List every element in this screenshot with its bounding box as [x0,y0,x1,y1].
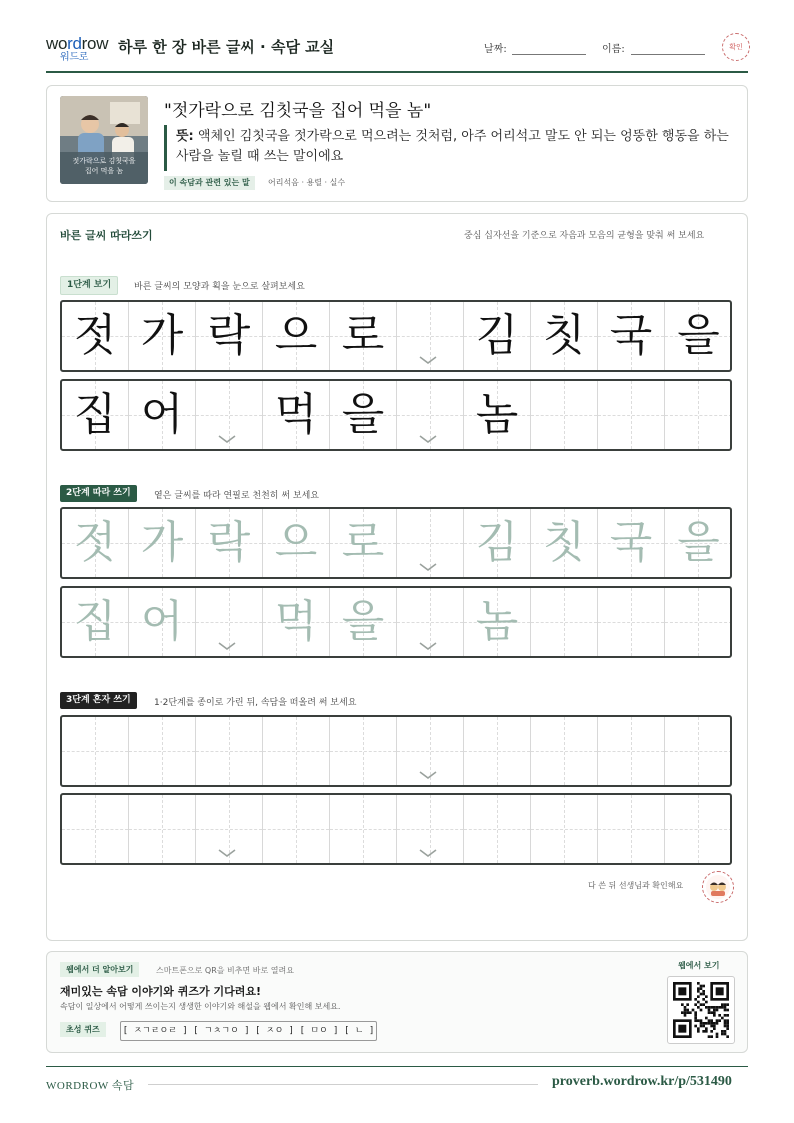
proverb-meaning [176,127,736,167]
writing-cell [62,381,129,449]
writing-cell[interactable] [531,509,598,577]
header-divider [46,71,748,73]
horizontal-guide [263,829,329,830]
writing-cell[interactable] [598,795,665,863]
writing-cell[interactable] [397,795,464,863]
writing-cell[interactable] [62,588,129,656]
teacher-stamp-icon [702,871,734,903]
writing-cell[interactable] [196,795,263,863]
hangul-character: 집 [73,389,117,440]
horizontal-guide [62,751,128,752]
horizontal-guide [196,622,262,623]
hangul-character: 김 [475,517,519,568]
web-more-badge: 웹에서 더 알아보기 [60,962,139,977]
stage2-row-2[interactable] [60,586,732,658]
writing-cell[interactable] [129,717,196,785]
writing-cell[interactable] [397,588,464,656]
writing-cell [397,381,464,449]
writing-cell [263,381,330,449]
writing-cell [62,302,129,370]
hangul-character: 로 [341,310,385,361]
qr-code[interactable] [667,976,735,1044]
quiz-label: 초성 퀴즈 [60,1022,106,1037]
web-headline: 재미있는 속담 이야기와 퀴즈가 기다려요! [60,985,261,998]
horizontal-guide [196,829,262,830]
hangul-character: 로 [341,517,385,568]
writing-cell[interactable] [397,717,464,785]
horizontal-guide [397,829,463,830]
writing-cell[interactable] [531,717,598,785]
horizontal-guide [665,829,732,830]
logo-text-part: wo [46,34,68,53]
writing-cell [263,302,330,370]
horizontal-guide [464,751,530,752]
writing-cell[interactable] [598,717,665,785]
space-mark-icon [419,435,437,443]
stage2-description: 옅은 글씨를 따라 연필로 천천히 써 보세요 [154,491,319,501]
writing-cell[interactable] [464,717,531,785]
horizontal-guide [464,829,530,830]
writing-cell[interactable] [665,795,732,863]
illustration-caption-1: 젓가락으로 김칫국을 [72,157,136,165]
writing-cell[interactable] [196,588,263,656]
teacher-seal-stamp [722,33,750,61]
stage3-row-1[interactable] [60,715,732,787]
writing-cell [464,302,531,370]
writing-cell[interactable] [263,588,330,656]
hangul-character: 칫 [542,517,586,568]
practice-title: 바른 글씨 따라쓰기 [60,229,153,242]
footer-brand: WORDROW 속담 [46,1080,135,1092]
hangul-character: 김 [475,310,519,361]
horizontal-guide [598,622,664,623]
writing-cell[interactable] [196,509,263,577]
worksheet-title: 하루 한 장 바른 글씨 · 속담 교실 [118,38,335,56]
horizontal-guide [129,751,195,752]
writing-cell[interactable] [62,509,129,577]
horizontal-guide [196,415,262,416]
logo-subtext: 워드로 [60,52,89,63]
footer-divider [46,1066,748,1067]
hangul-character: 어 [140,596,184,647]
writing-cell [598,302,665,370]
horizontal-guide [397,543,463,544]
hangul-character: 칫 [542,310,586,361]
writing-cell[interactable] [531,795,598,863]
writing-cell [531,381,598,449]
horizontal-guide [598,415,664,416]
writing-cell[interactable] [464,588,531,656]
writing-cell[interactable] [330,717,397,785]
hangul-character: 젓 [73,517,117,568]
related-words: 어리석음 · 용렬 · 실수 [268,178,346,187]
horizontal-guide [330,751,396,752]
stage2-row-1[interactable] [60,507,732,579]
horizontal-guide [330,829,396,830]
logo-text-part: row [81,34,109,53]
writing-cell [665,302,732,370]
writing-cell [464,381,531,449]
writing-cell [196,381,263,449]
meaning-label: 뜻: [176,129,194,144]
horizontal-guide [397,622,463,623]
logo-text-highlight: rd [67,34,82,53]
horizontal-guide [531,751,597,752]
stage2-badge: 2단계 따라 쓰기 [60,485,137,502]
stage1-badge: 1단계 보기 [60,276,118,295]
hangul-character: 먹 [274,596,318,647]
writing-cell[interactable] [330,509,397,577]
writing-cell[interactable] [263,717,330,785]
space-mark-icon [419,356,437,364]
hangul-character: 국 [609,310,653,361]
hangul-character: 집 [73,596,117,647]
proverb-illustration [60,96,148,184]
name-label: 이름: [602,44,625,55]
web-description: 속담이 일상에서 어떻게 쓰이는지 생생한 이야기와 해설을 웹에서 확인해 보세요. [60,1002,341,1011]
practice-hint: 중심 십자선을 기준으로 자음과 모음의 균형을 맞춰 써 보세요 [464,231,705,241]
hangul-character: 먹 [274,389,318,440]
stage1-row-1 [60,300,732,372]
writing-cell[interactable] [464,795,531,863]
hangul-character: 가 [140,310,184,361]
hangul-character: 놈 [475,596,519,647]
space-mark-icon [218,435,236,443]
writing-cell[interactable] [531,588,598,656]
stamp-icon [703,872,733,902]
proverb-text: "젓가락으로 김칫국을 집어 먹을 놈" [164,101,432,121]
footer-url[interactable]: proverb.wordrow.kr/p/531490 [552,1074,732,1089]
hangul-character: 놈 [475,389,519,440]
initial-consonant-quiz: [ ㅈㄱㄹㅇㄹ ] [ ㄱㅊㄱㅇ ] [ ㅈㅇ ] [ ㅁㅇ ] [ ㄴ ] [120,1021,377,1041]
stage3-badge: 3단계 혼자 쓰기 [60,692,137,709]
hangul-character: 락 [207,517,251,568]
horizontal-guide [531,622,597,623]
writing-cell[interactable] [665,717,732,785]
horizontal-guide [598,829,664,830]
meaning-accent-bar [164,125,167,171]
wordrow-logo [46,34,109,63]
hangul-character: 락 [207,310,251,361]
horizontal-guide [196,751,262,752]
writing-cell[interactable] [62,795,129,863]
horizontal-guide [665,415,732,416]
writing-cell[interactable] [330,588,397,656]
hangul-character: 으 [274,310,318,361]
writing-cell[interactable] [397,509,464,577]
name-field[interactable] [631,54,705,55]
writing-cell[interactable] [598,588,665,656]
date-field[interactable] [512,54,586,55]
horizontal-guide [129,829,195,830]
check-instruction: 다 쓴 뒤 선생님과 확인해요 [588,881,684,890]
writing-cell[interactable] [665,509,732,577]
stage3-row-2[interactable] [60,793,732,865]
writing-cell [129,381,196,449]
footer-line [148,1084,538,1085]
writing-cell[interactable] [263,795,330,863]
stage3-description: 1·2단계를 종이로 가린 뒤, 속담을 떠올려 써 보세요 [154,698,357,708]
writing-cell [531,302,598,370]
writing-cell [665,381,732,449]
writing-cell [598,381,665,449]
writing-cell[interactable] [263,509,330,577]
hangul-character: 국 [609,517,653,568]
horizontal-guide [397,415,463,416]
writing-cell[interactable] [129,795,196,863]
writing-cell [397,302,464,370]
date-label: 날짜: [484,44,507,55]
horizontal-guide [531,829,597,830]
horizontal-guide [531,415,597,416]
writing-cell[interactable] [464,509,531,577]
hangul-character: 으 [274,517,318,568]
seal-text: 확인 [729,43,743,51]
horizontal-guide [397,751,463,752]
hangul-character: 을 [677,310,720,361]
space-mark-icon [419,771,437,779]
qr-instruction: 스마트폰으로 QR을 비추면 바로 열려요 [156,966,294,975]
qr-code-icon [673,982,729,1038]
writing-cell[interactable] [129,588,196,656]
writing-cell [330,302,397,370]
space-mark-icon [419,563,437,571]
hangul-character: 가 [140,517,184,568]
writing-cell [129,302,196,370]
hangul-character: 을 [341,596,385,647]
writing-cell[interactable] [196,717,263,785]
horizontal-guide [598,751,664,752]
illustration-caption-2: 집어 먹을 놈 [84,167,124,175]
writing-cell [196,302,263,370]
horizontal-guide [665,622,732,623]
horizontal-guide [665,751,732,752]
hangul-character: 을 [341,389,385,440]
writing-cell[interactable] [598,509,665,577]
hangul-character: 을 [677,517,720,568]
horizontal-guide [397,336,463,337]
writing-cell [330,381,397,449]
writing-cell[interactable] [129,509,196,577]
space-mark-icon [419,642,437,650]
stage1-row-2 [60,379,732,451]
meaning-text: 액체인 김칫국을 젓가락으로 먹으려는 것처럼, 아주 어리석고 말도 안 되는 엉뚱한 행동을 하는 사람을 놀릴 때 쓰는 말이에요 [176,129,729,164]
space-mark-icon [218,849,236,857]
writing-cell[interactable] [62,717,129,785]
related-words-badge: 이 속담과 관련 있는 말 [164,176,255,190]
stage1-description: 바른 글씨의 모양과 획을 눈으로 살펴보세요 [134,282,305,292]
writing-cell[interactable] [330,795,397,863]
hangul-character: 젓 [73,310,117,361]
writing-cell[interactable] [665,588,732,656]
space-mark-icon [218,642,236,650]
horizontal-guide [263,751,329,752]
horizontal-guide [62,829,128,830]
space-mark-icon [419,849,437,857]
hangul-character: 어 [140,389,184,440]
qr-label: 웹에서 보기 [678,961,720,970]
